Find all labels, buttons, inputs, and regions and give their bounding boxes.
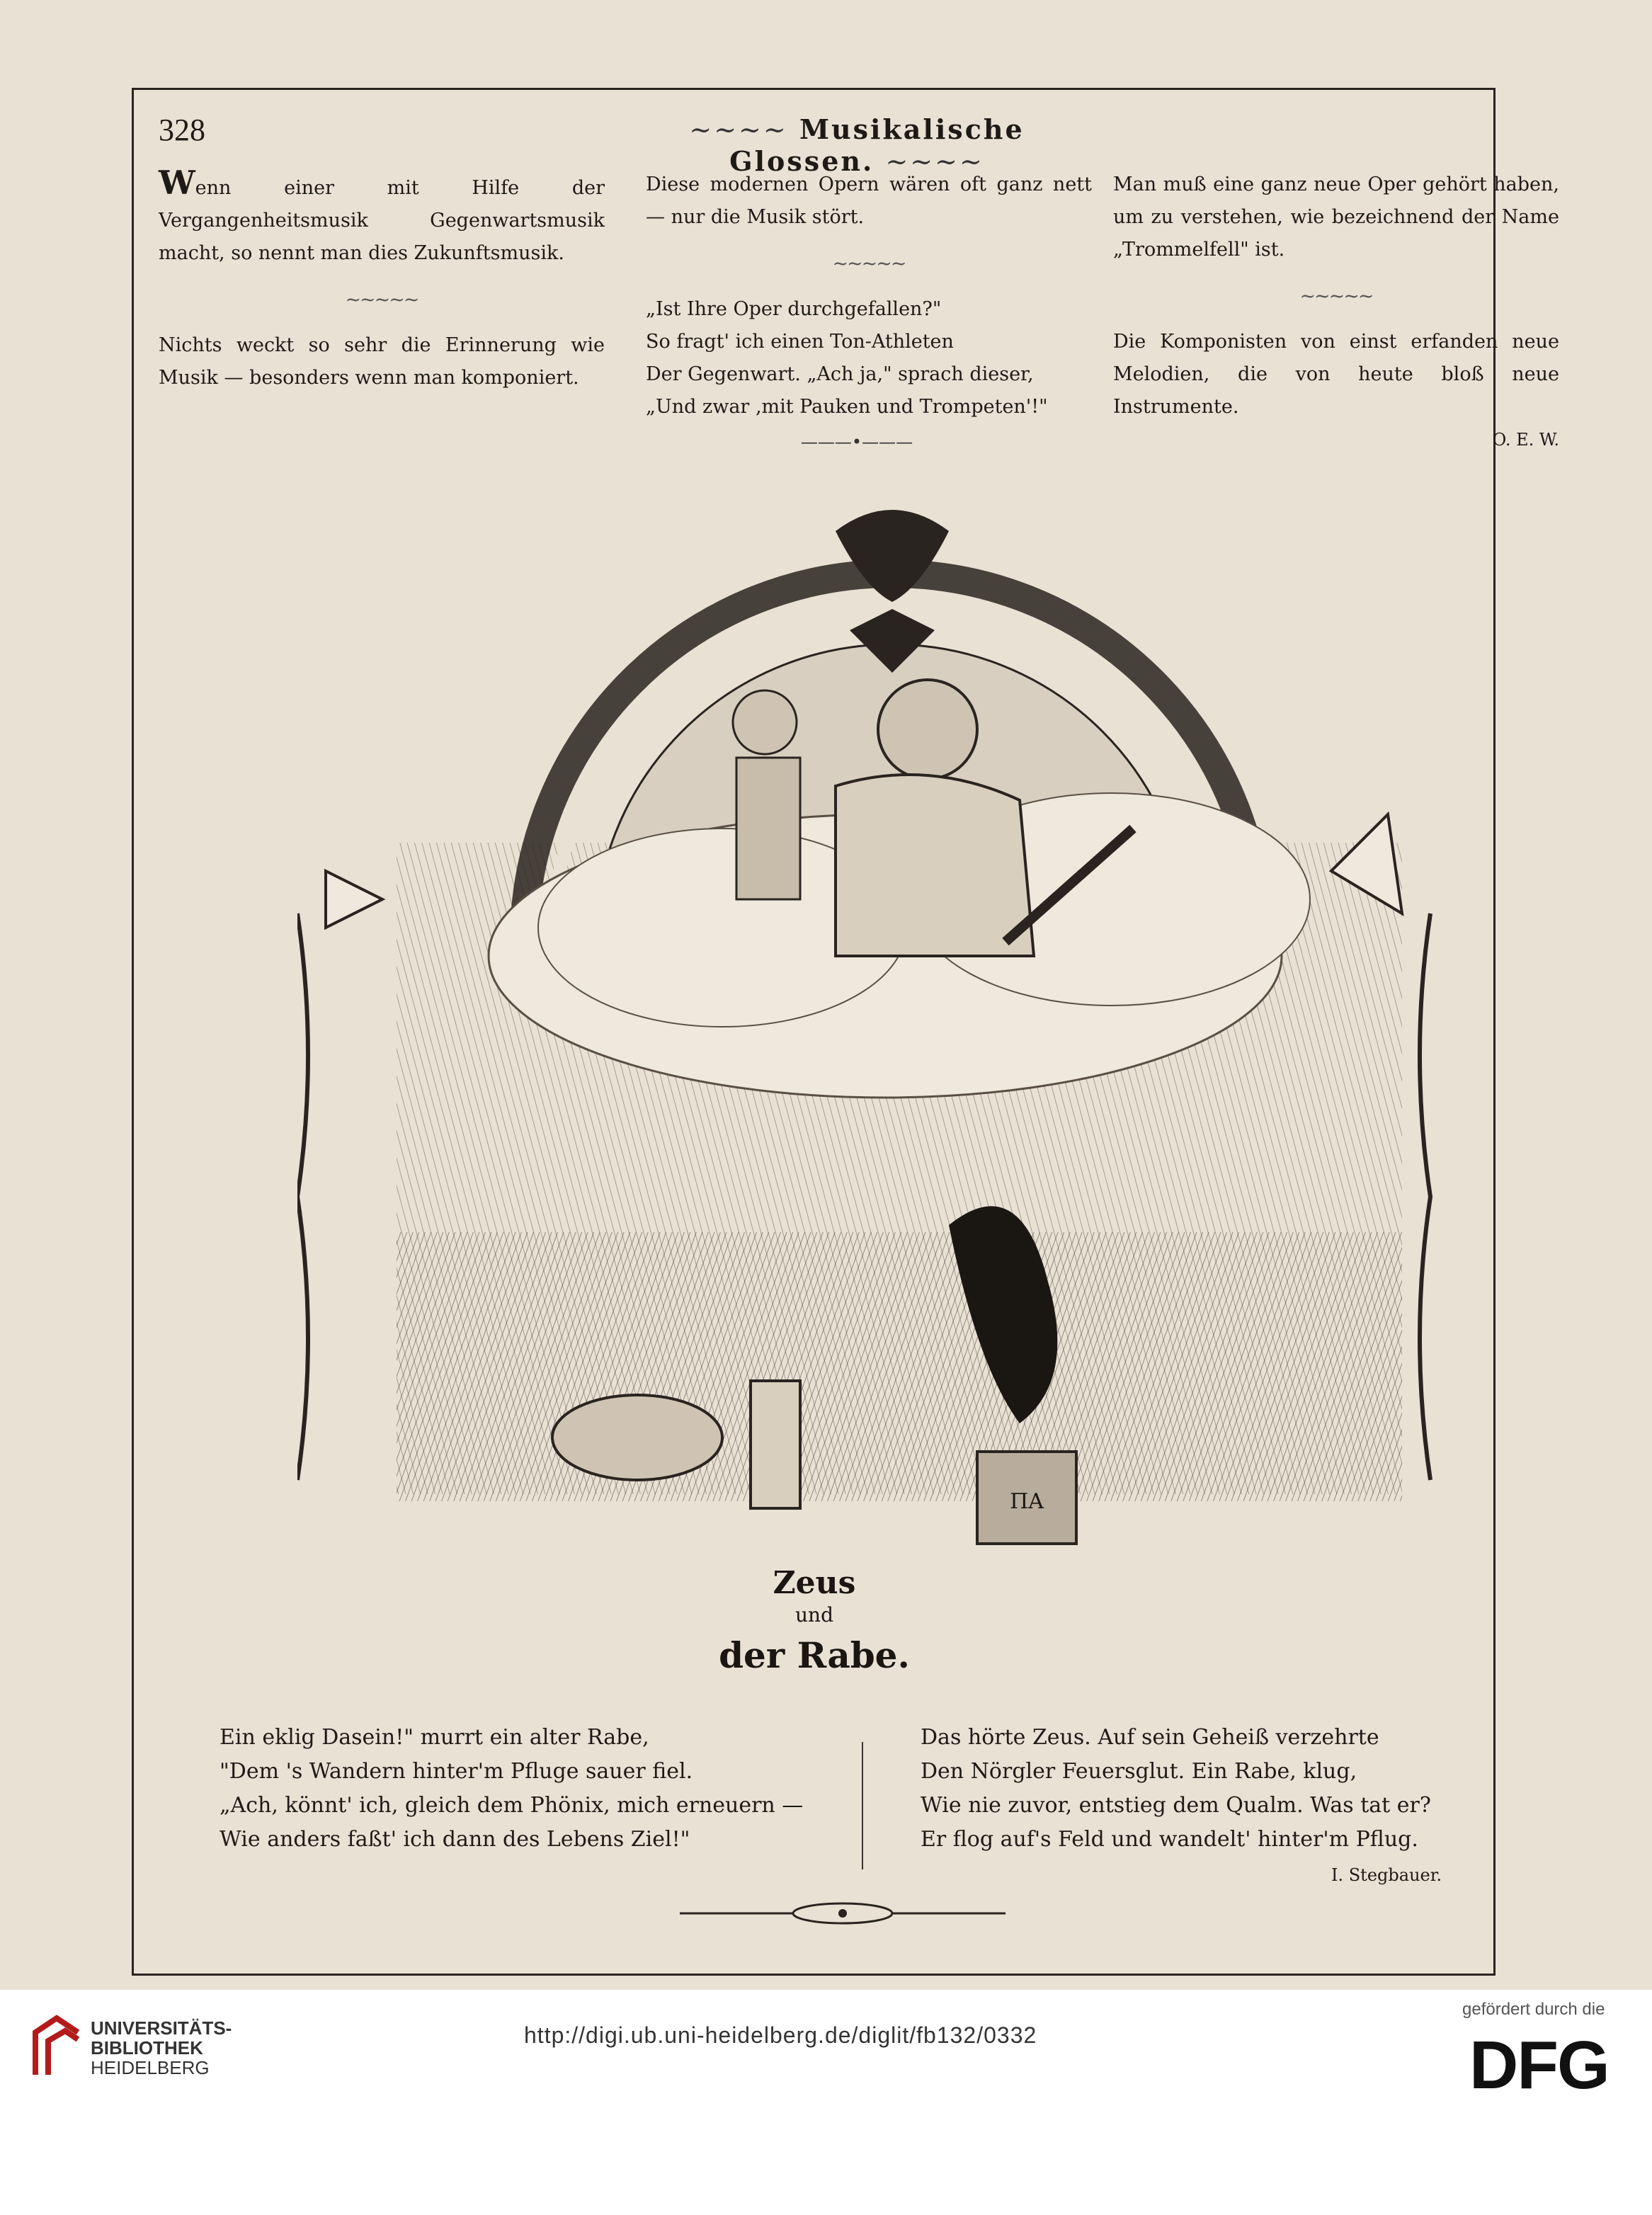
poem-line: Ein eklig Dasein!" murrt ein alter Rabe, (220, 1725, 649, 1750)
library-name (91, 2018, 232, 2078)
gloss-signature: O. E. W. (1492, 430, 1559, 450)
poem-line: Wie anders faßt' ich dann des Lebens Ziel!" (220, 1827, 690, 1852)
gloss-column-2 (646, 169, 1092, 423)
running-head-title: Musikalische Glossen. (729, 113, 1025, 177)
gloss-text: enn einer mit Hilfe der Vergangenheitsmusik Gegenwartsmusik macht, so nennt man dies Zukunftsmusik. (159, 177, 605, 264)
trumpet-left-icon (326, 871, 382, 928)
section-divider: ———•——— (800, 432, 913, 452)
library-name-line2: BIBLIOTHEK (91, 2037, 203, 2059)
funded-by-label: gefördert durch die (1462, 2000, 1605, 2019)
poem-line: "Dem 's Wandern hinter'm Pfluge sauer fiel. (220, 1759, 693, 1784)
poem-signature: I. Stegbauer. (1331, 1865, 1442, 1885)
verse-line: So fragt' ich einen Ton-Athleten (646, 331, 954, 353)
source-url-link[interactable]: http://digi.ub.uni-heidelberg.de/diglit/fb132/0332 (524, 2022, 1037, 2048)
gloss-paragraph: Diese modernen Opern wären oft ganz nett — nur die Musik stört. (646, 173, 1092, 228)
gloss-column-1 (159, 164, 605, 394)
initial-capital: W (159, 164, 195, 202)
hebe-figure (733, 690, 800, 899)
poem-line: „Ach, könnt' ich, gleich dem Phönix, mich erneuern — (220, 1793, 804, 1818)
verse-line: „Ist Ihre Oper durchgefallen?" (646, 298, 942, 320)
verse-line: Der Gegenwart. „Ach ja," sprach dieser, (646, 363, 1034, 385)
library-name-line1: UNIVERSITÄTS- (91, 2017, 232, 2039)
library-logo-icon (21, 2004, 89, 2082)
gloss-paragraph: Die Komponisten von einst erfanden neue Melodien, die von heute bloß neue Instrumente. (1113, 331, 1559, 418)
gloss-paragraph: Nichts weckt so sehr die Erinnerung wie Musik — besonders wenn man komponiert. (159, 334, 605, 389)
poem-stanza-left (220, 1721, 857, 1857)
verse-line: „Und zwar ‚mit Pauken und Trompeten'!" (646, 396, 1048, 418)
page-number: 328 (159, 113, 205, 147)
poem-line: Das hörte Zeus. Auf sein Geheiß verzehrte (921, 1725, 1379, 1750)
bottom-ornament-icon (680, 1892, 1006, 1935)
illustration-title-line3: der Rabe. (719, 1634, 910, 1676)
stone-inscription: ΠΑ (1010, 1489, 1044, 1514)
gloss-separator: ~~~~~ (832, 253, 906, 275)
gloss-paragraph: Man muß eine ganz neue Oper gehört haben, um zu verstehen, wie bezeichnend der Name „Trommelfell" ist. (1113, 173, 1559, 261)
illustration-title-line1: Zeus (773, 1565, 856, 1601)
poem-line: Wie nie zuvor, entstieg dem Qualm. Was tat er? (921, 1793, 1431, 1818)
dfg-logo: DFG (1469, 2027, 1609, 2103)
vine-border-right (1420, 913, 1430, 1480)
poem-line: Den Nörgler Feuersglut. Ein Rabe, klug, (921, 1759, 1357, 1784)
gloss-column-3 (1113, 169, 1559, 456)
poem-column-rule (862, 1742, 863, 1869)
gloss-separator: ~~~~~ (1299, 285, 1373, 307)
footer-bar (0, 1990, 1652, 2215)
poem-stanza-right (921, 1721, 1487, 1857)
library-name-line3: HEIDELBERG (91, 2057, 210, 2078)
head-ornament-left: ~~~~ (689, 114, 788, 145)
illustration-title-line2: und (795, 1603, 833, 1627)
gloss-separator: ~~~~~ (345, 289, 418, 311)
vine-border-left (297, 913, 308, 1480)
poem-line: Er flog auf's Feld und wandelt' hinter'm Pflug. (921, 1827, 1418, 1852)
zeus-raven-illustration (297, 489, 1487, 1707)
head-ornament-right: ~~~~ (885, 146, 984, 177)
title-cartouche (637, 1551, 991, 1707)
running-head (616, 113, 1098, 177)
gloss-paragraph (159, 164, 605, 270)
